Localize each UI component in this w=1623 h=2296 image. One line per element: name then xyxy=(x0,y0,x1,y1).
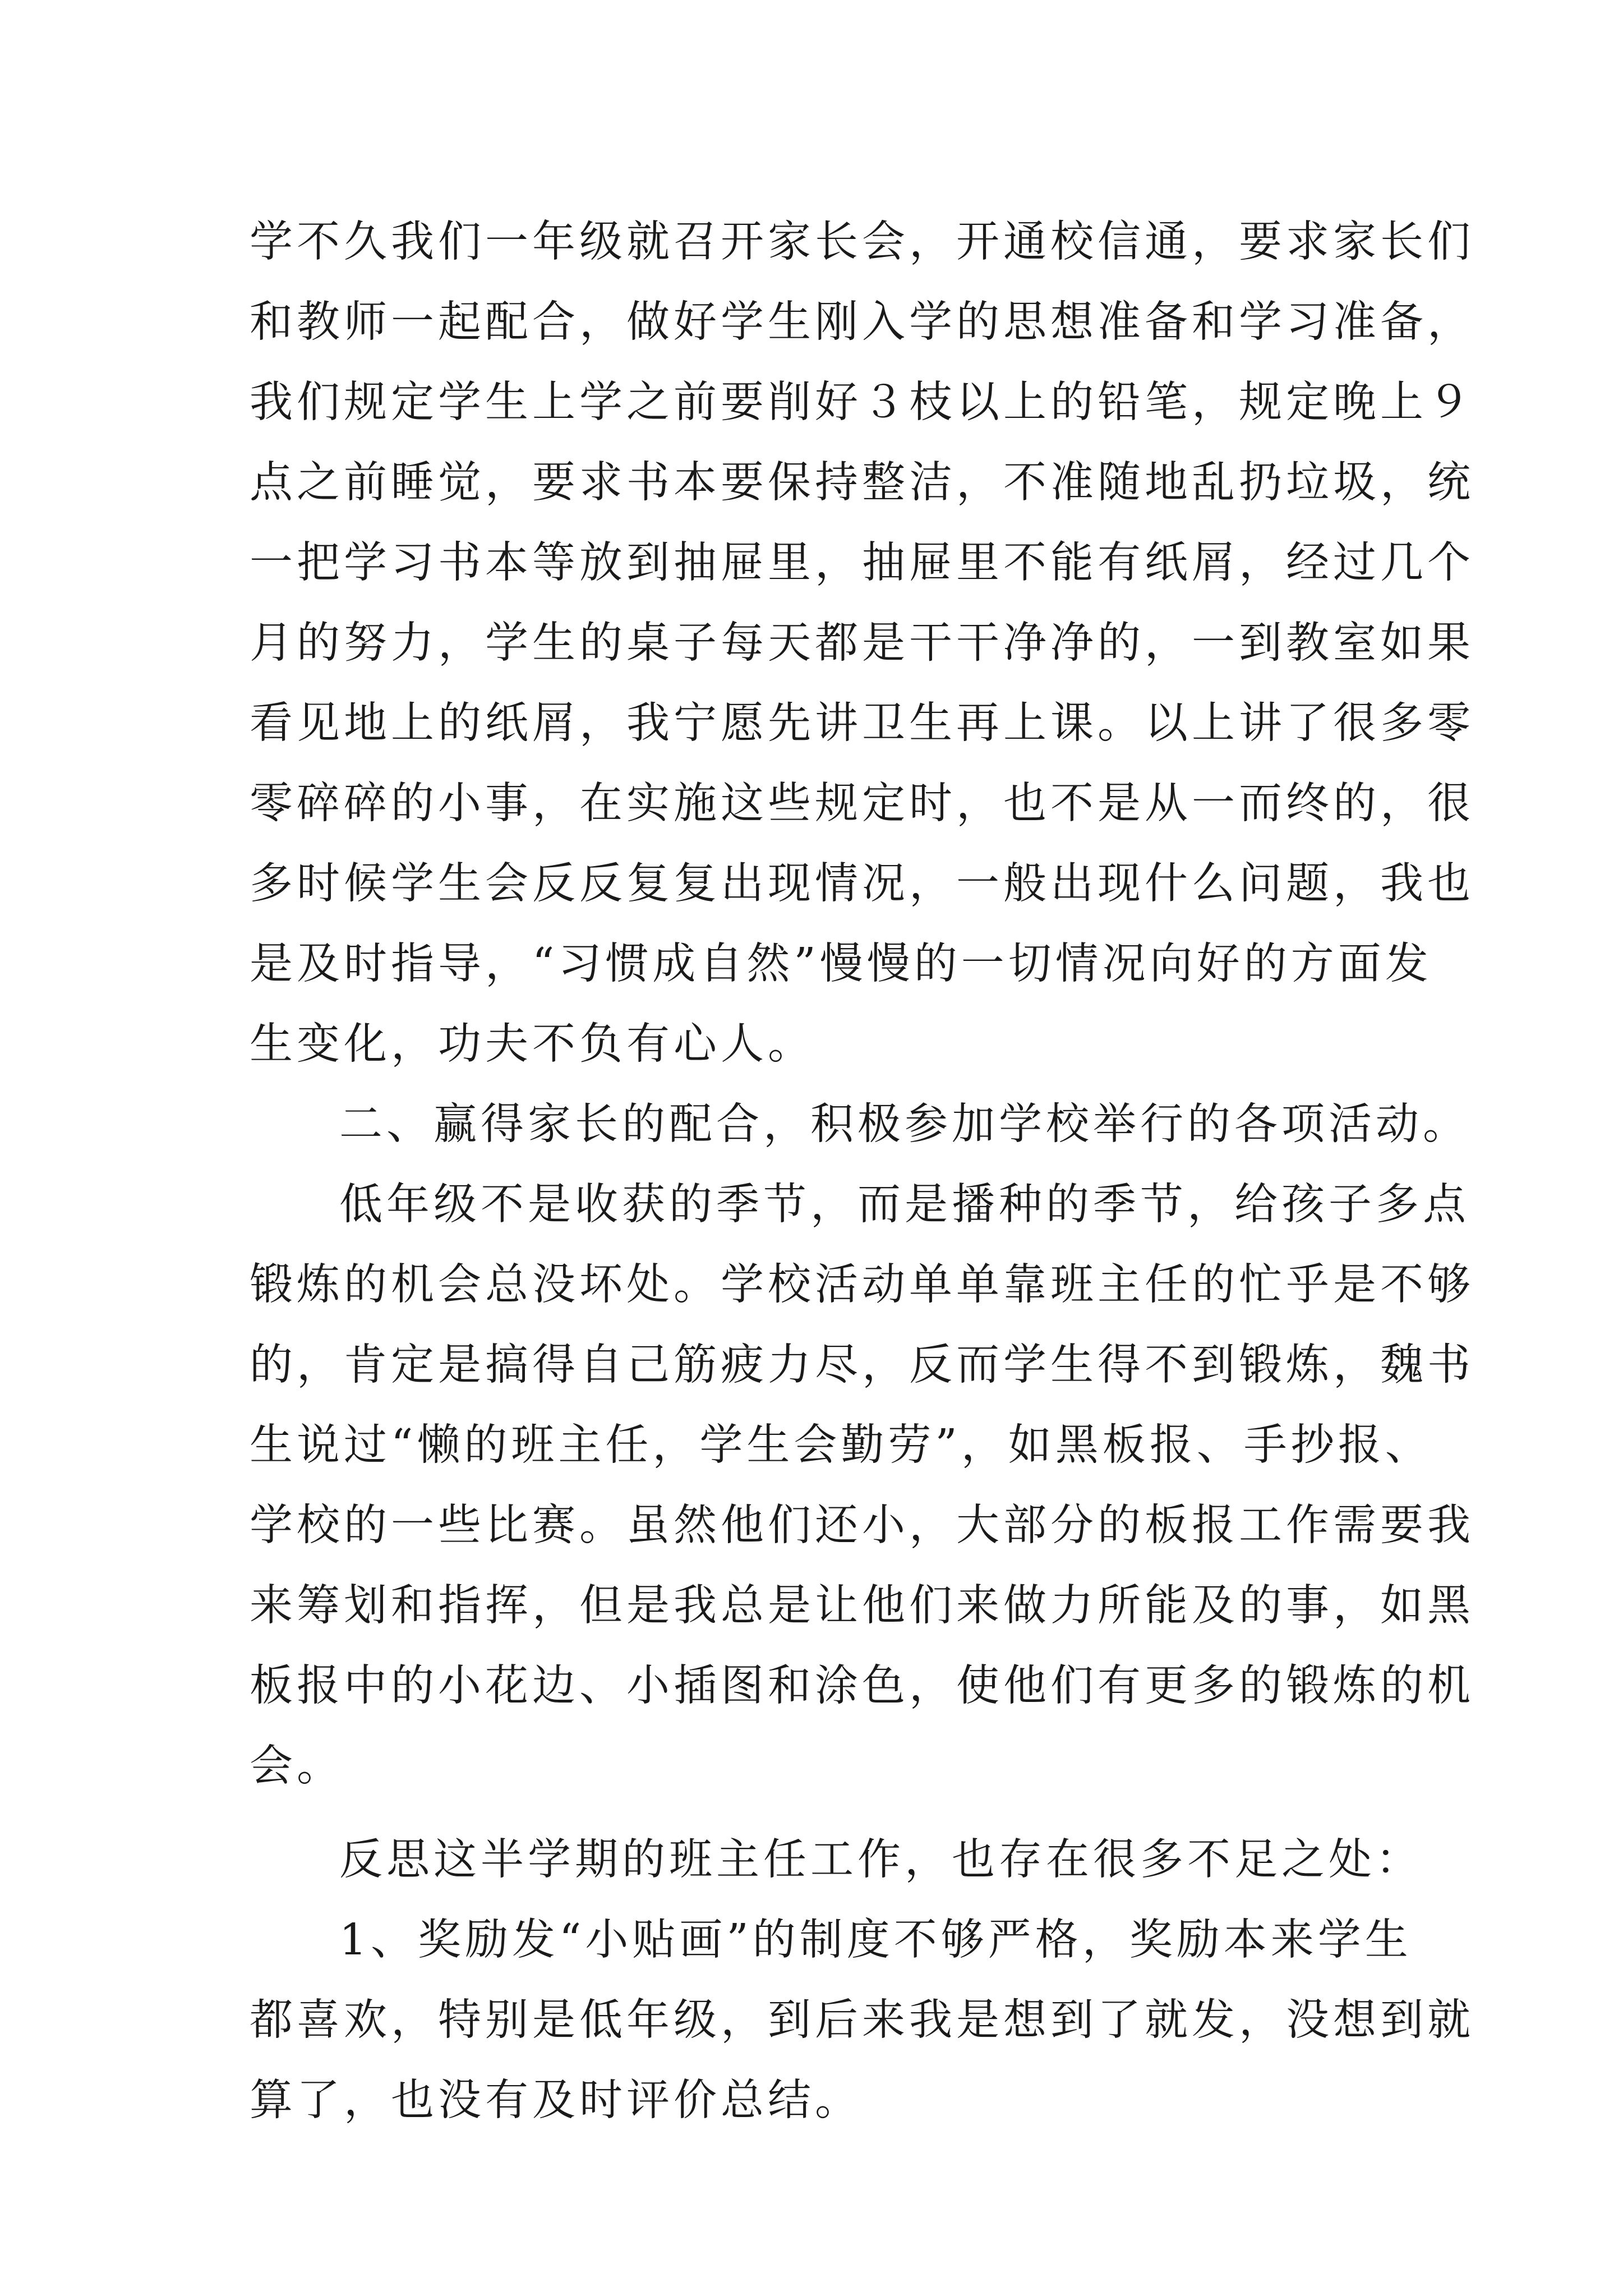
document-body xyxy=(250,202,1474,2141)
text-line: 学不久我们一年级就召开家长会，开通校信通，要求家长们 xyxy=(250,217,1474,267)
text-line: 多时候学生会反反复复出现情况，一般出现什么问题，我也 xyxy=(250,859,1474,909)
text-line: 反思这半学期的班主任工作，也存在很多不足之处： xyxy=(339,1835,1423,1885)
text-line: 学校的一些比赛。虽然他们还小，大部分的板报工作需要我 xyxy=(250,1501,1474,1550)
text-line: 都喜欢，特别是低年级，到后来我是想到了就发，没想到就 xyxy=(250,1995,1474,2045)
text-line: 生变化，功夫不负有心人。 xyxy=(250,1019,815,1069)
section-heading: 二、赢得家长的配合，积极参加学校举行的各项活动。 xyxy=(339,1099,1470,1149)
text-line: 的，肯定是搞得自己筋疲力尽，反而学生得不到锻炼，魏书 xyxy=(250,1340,1474,1390)
text-line: 锻炼的机会总没坏处。学校活动单单靠班主任的忙乎是不够 xyxy=(250,1260,1474,1310)
text-line: 和教师一起配合，做好学生刚入学的思想准备和学习准备， xyxy=(250,297,1474,347)
list-item: 1、奖励发“小贴画”的制度不够严格，奖励本来学生 xyxy=(339,1915,1412,1965)
text-line: 来筹划和指挥，但是我总是让他们来做力所能及的事，如黑 xyxy=(250,1581,1474,1631)
text-line: 看见地上的纸屑，我宁愿先讲卫生再上课。以上讲了很多零 xyxy=(250,698,1474,748)
text-line: 一把学习书本等放到抽屉里，抽屉里不能有纸屑，经过几个 xyxy=(250,538,1474,588)
text-line: 低年级不是收获的季节，而是播种的季节，给孩子多点 xyxy=(339,1180,1470,1230)
text-line: 会。 xyxy=(250,1741,344,1791)
text-line: 板报中的小花边、小插图和涂色，使他们有更多的锻炼的机 xyxy=(250,1661,1474,1711)
text-line: 生说过“懒的班主任，学生会勤劳”，如黑板报、手抄报、 xyxy=(250,1420,1432,1470)
text-line: 月的努力，学生的桌子每天都是干干净净的，一到教室如果 xyxy=(250,618,1474,668)
text-line: 零碎碎的小事，在实施这些规定时，也不是从一而终的，很 xyxy=(250,779,1474,829)
text-line: 是及时指导，“习惯成自然”慢慢的一切情况向好的方面发 xyxy=(250,939,1432,989)
text-line: 我们规定学生上学之前要削好３枝以上的铅笔，规定晚上９ xyxy=(250,378,1474,427)
text-line: 点之前睡觉，要求书本要保持整洁，不准随地乱扔垃圾，统 xyxy=(250,458,1474,508)
text-line: 算了，也没有及时评价总结。 xyxy=(250,2076,862,2125)
